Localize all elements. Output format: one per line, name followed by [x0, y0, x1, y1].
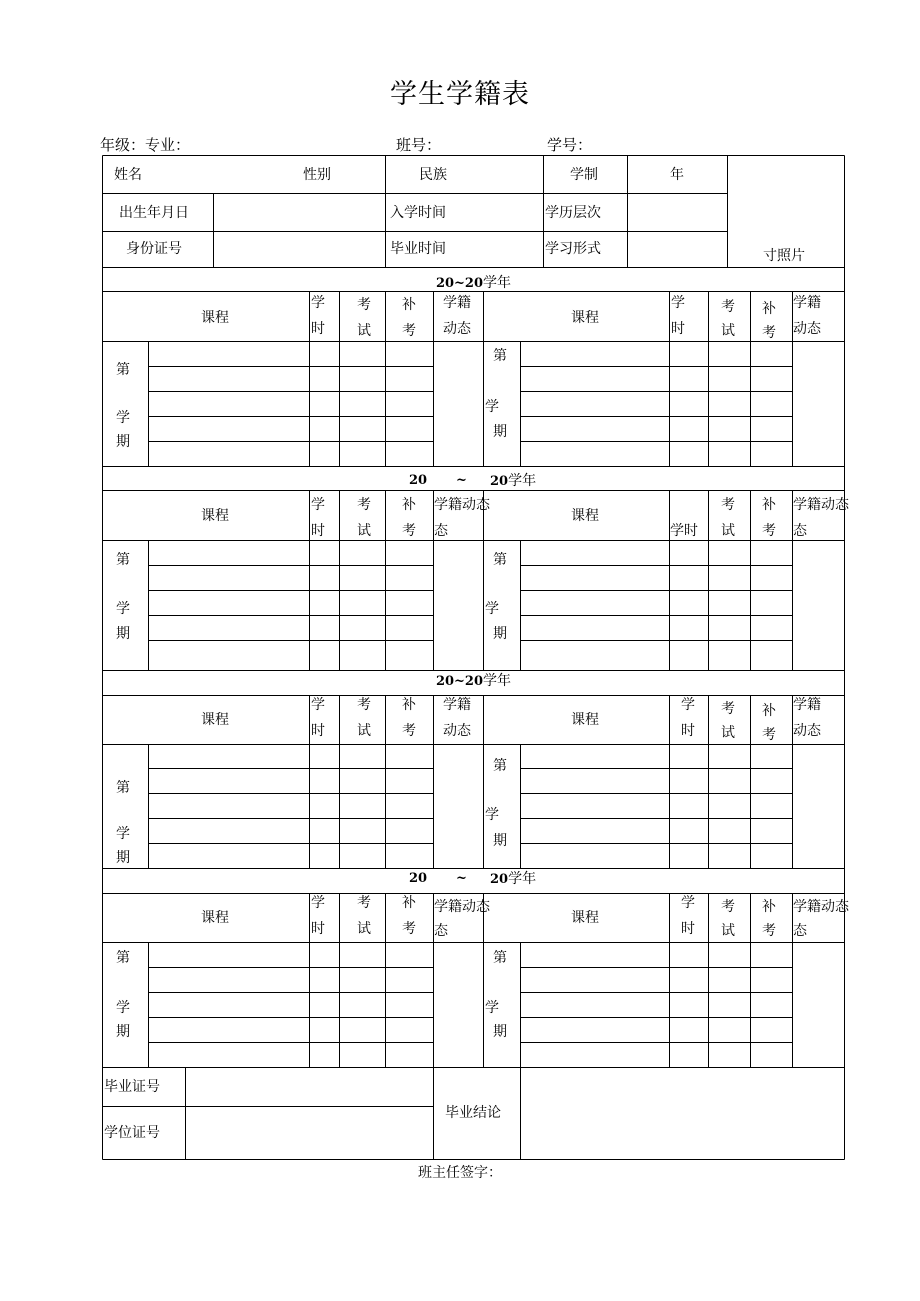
exam-header: 试	[721, 323, 735, 339]
hours-header: 时	[311, 321, 325, 337]
course-header: 课程	[571, 712, 599, 728]
status-header-overflow: 态	[793, 923, 807, 939]
academic-year-heading: 20	[409, 871, 428, 886]
exam-header: 考	[357, 497, 371, 513]
status-header: 动态	[443, 723, 471, 739]
exam-header: 考	[721, 497, 735, 513]
semester-label: 第	[493, 552, 507, 568]
exam-header: 考	[721, 299, 735, 315]
course-header: 课程	[201, 310, 229, 326]
page-title: 学生学籍表	[390, 79, 530, 110]
status-header-overflow: 态	[793, 523, 807, 539]
semester-label: 学	[116, 410, 130, 426]
hours-header: 时	[681, 723, 695, 739]
teacher-signature-label: 班主任签字：	[418, 1165, 502, 1181]
semester-label: 期	[493, 833, 507, 849]
status-header-overflow: 态	[434, 923, 448, 939]
hours-header: 时	[681, 921, 695, 937]
exam-header: 试	[721, 725, 735, 741]
semester-label: 学	[116, 826, 130, 842]
gender-label: 性别	[303, 167, 331, 183]
hours-header: 时	[311, 523, 325, 539]
hours-header: 学时	[670, 523, 698, 539]
makeup-header: 补	[762, 497, 776, 513]
status-header: 动态	[443, 321, 471, 337]
semester-label: 学	[116, 1000, 130, 1016]
academic-year-end: 20学年	[490, 871, 537, 887]
semester-label: 期	[116, 626, 130, 642]
semester-label: 第	[493, 758, 507, 774]
hours-header: 时	[311, 723, 325, 739]
exam-header: 试	[721, 523, 735, 539]
makeup-header: 考	[762, 727, 776, 743]
class-no-label: 班号：	[396, 136, 442, 154]
makeup-header: 考	[402, 323, 416, 339]
academic-year-heading: 20~20学年	[435, 275, 512, 291]
photo-label: 寸照片	[763, 248, 805, 264]
makeup-header: 考	[762, 325, 776, 341]
makeup-header: 补	[402, 697, 416, 713]
makeup-header: 考	[402, 523, 416, 539]
semester-label: 学	[485, 1000, 499, 1016]
semester-label: 学	[485, 399, 499, 415]
enroll-time-label: 入学时间	[390, 205, 446, 221]
ethnicity-label: 民族	[419, 167, 447, 183]
academic-year-heading: 20~20学年	[435, 673, 512, 689]
semester-label: 第	[493, 950, 507, 966]
degree-cert-label: 学位证号	[104, 1125, 160, 1141]
year-unit-label: 年	[670, 167, 684, 183]
makeup-header: 补	[402, 895, 416, 911]
hours-header: 学	[311, 697, 325, 713]
birth-date-label: 出生年月日	[119, 205, 189, 221]
status-header: 学籍	[443, 697, 471, 713]
hours-header: 学	[671, 295, 685, 311]
hours-header: 学	[311, 295, 325, 311]
semester-label: 期	[116, 850, 130, 866]
semester-label: 第	[116, 362, 130, 378]
program-length-label: 学制	[570, 167, 598, 183]
semester-label: 学	[116, 601, 130, 617]
id-number-label: 身份证号	[126, 241, 182, 257]
semester-label: 期	[116, 1024, 130, 1040]
hours-header: 学	[311, 497, 325, 513]
makeup-header: 补	[762, 899, 776, 915]
makeup-header: 考	[762, 923, 776, 939]
hours-header: 时	[311, 921, 325, 937]
name-label: 姓名	[114, 167, 142, 183]
exam-header: 试	[357, 523, 371, 539]
study-mode-label: 学习形式	[545, 241, 601, 257]
exam-header: 考	[721, 701, 735, 717]
course-header: 课程	[571, 310, 599, 326]
semester-label: 学	[485, 807, 499, 823]
exam-header: 试	[357, 723, 371, 739]
grade-major-label: 年级：专业：	[100, 136, 191, 154]
makeup-header: 考	[402, 723, 416, 739]
semester-label: 期	[116, 434, 130, 450]
hours-header: 学	[681, 697, 695, 713]
semester-label: 期	[493, 626, 507, 642]
semester-label: 第	[116, 780, 130, 796]
exam-header: 考	[357, 895, 371, 911]
status-header: 学籍动态	[793, 899, 849, 915]
status-header: 学籍	[443, 295, 471, 311]
semester-label: 第	[493, 348, 507, 364]
academic-year-separator: ~	[456, 473, 467, 488]
status-header: 学籍动态	[793, 497, 849, 513]
exam-header: 试	[357, 921, 371, 937]
course-header: 课程	[201, 712, 229, 728]
exam-header: 考	[357, 297, 371, 313]
status-header-overflow: 态	[434, 523, 448, 539]
makeup-header: 考	[402, 921, 416, 937]
exam-header: 试	[721, 923, 735, 939]
academic-year-separator: ~	[456, 871, 467, 886]
academic-year-heading: 20	[409, 473, 428, 488]
status-header: 动态	[793, 723, 821, 739]
exam-header: 试	[357, 323, 371, 339]
semester-label: 第	[116, 552, 130, 568]
semester-label: 第	[116, 950, 130, 966]
status-header: 学籍动态	[434, 899, 490, 915]
course-header: 课程	[571, 508, 599, 524]
academic-year-end: 20学年	[490, 473, 537, 489]
exam-header: 考	[721, 899, 735, 915]
semester-label: 期	[493, 1024, 507, 1040]
makeup-header: 补	[762, 703, 776, 719]
grad-conclusion-label: 毕业结论	[445, 1105, 501, 1121]
makeup-header: 补	[402, 497, 416, 513]
makeup-header: 补	[762, 301, 776, 317]
hours-header: 时	[671, 321, 685, 337]
status-header: 动态	[793, 321, 821, 337]
course-header: 课程	[201, 508, 229, 524]
status-header: 学籍	[793, 295, 821, 311]
status-header: 学籍动态	[434, 497, 490, 513]
education-level-label: 学历层次	[545, 205, 601, 221]
grad-cert-label: 毕业证号	[104, 1079, 160, 1095]
hours-header: 学	[681, 895, 695, 911]
course-header: 课程	[571, 910, 599, 926]
graduation-time-label: 毕业时间	[390, 241, 446, 257]
semester-label: 期	[493, 424, 507, 440]
status-header: 学籍	[793, 697, 821, 713]
student-no-label: 学号：	[547, 136, 593, 154]
makeup-header: 补	[402, 297, 416, 313]
semester-label: 学	[485, 601, 499, 617]
registration-form	[102, 155, 849, 1160]
makeup-header: 考	[762, 523, 776, 539]
course-header: 课程	[201, 910, 229, 926]
hours-header: 学	[311, 895, 325, 911]
exam-header: 考	[357, 697, 371, 713]
